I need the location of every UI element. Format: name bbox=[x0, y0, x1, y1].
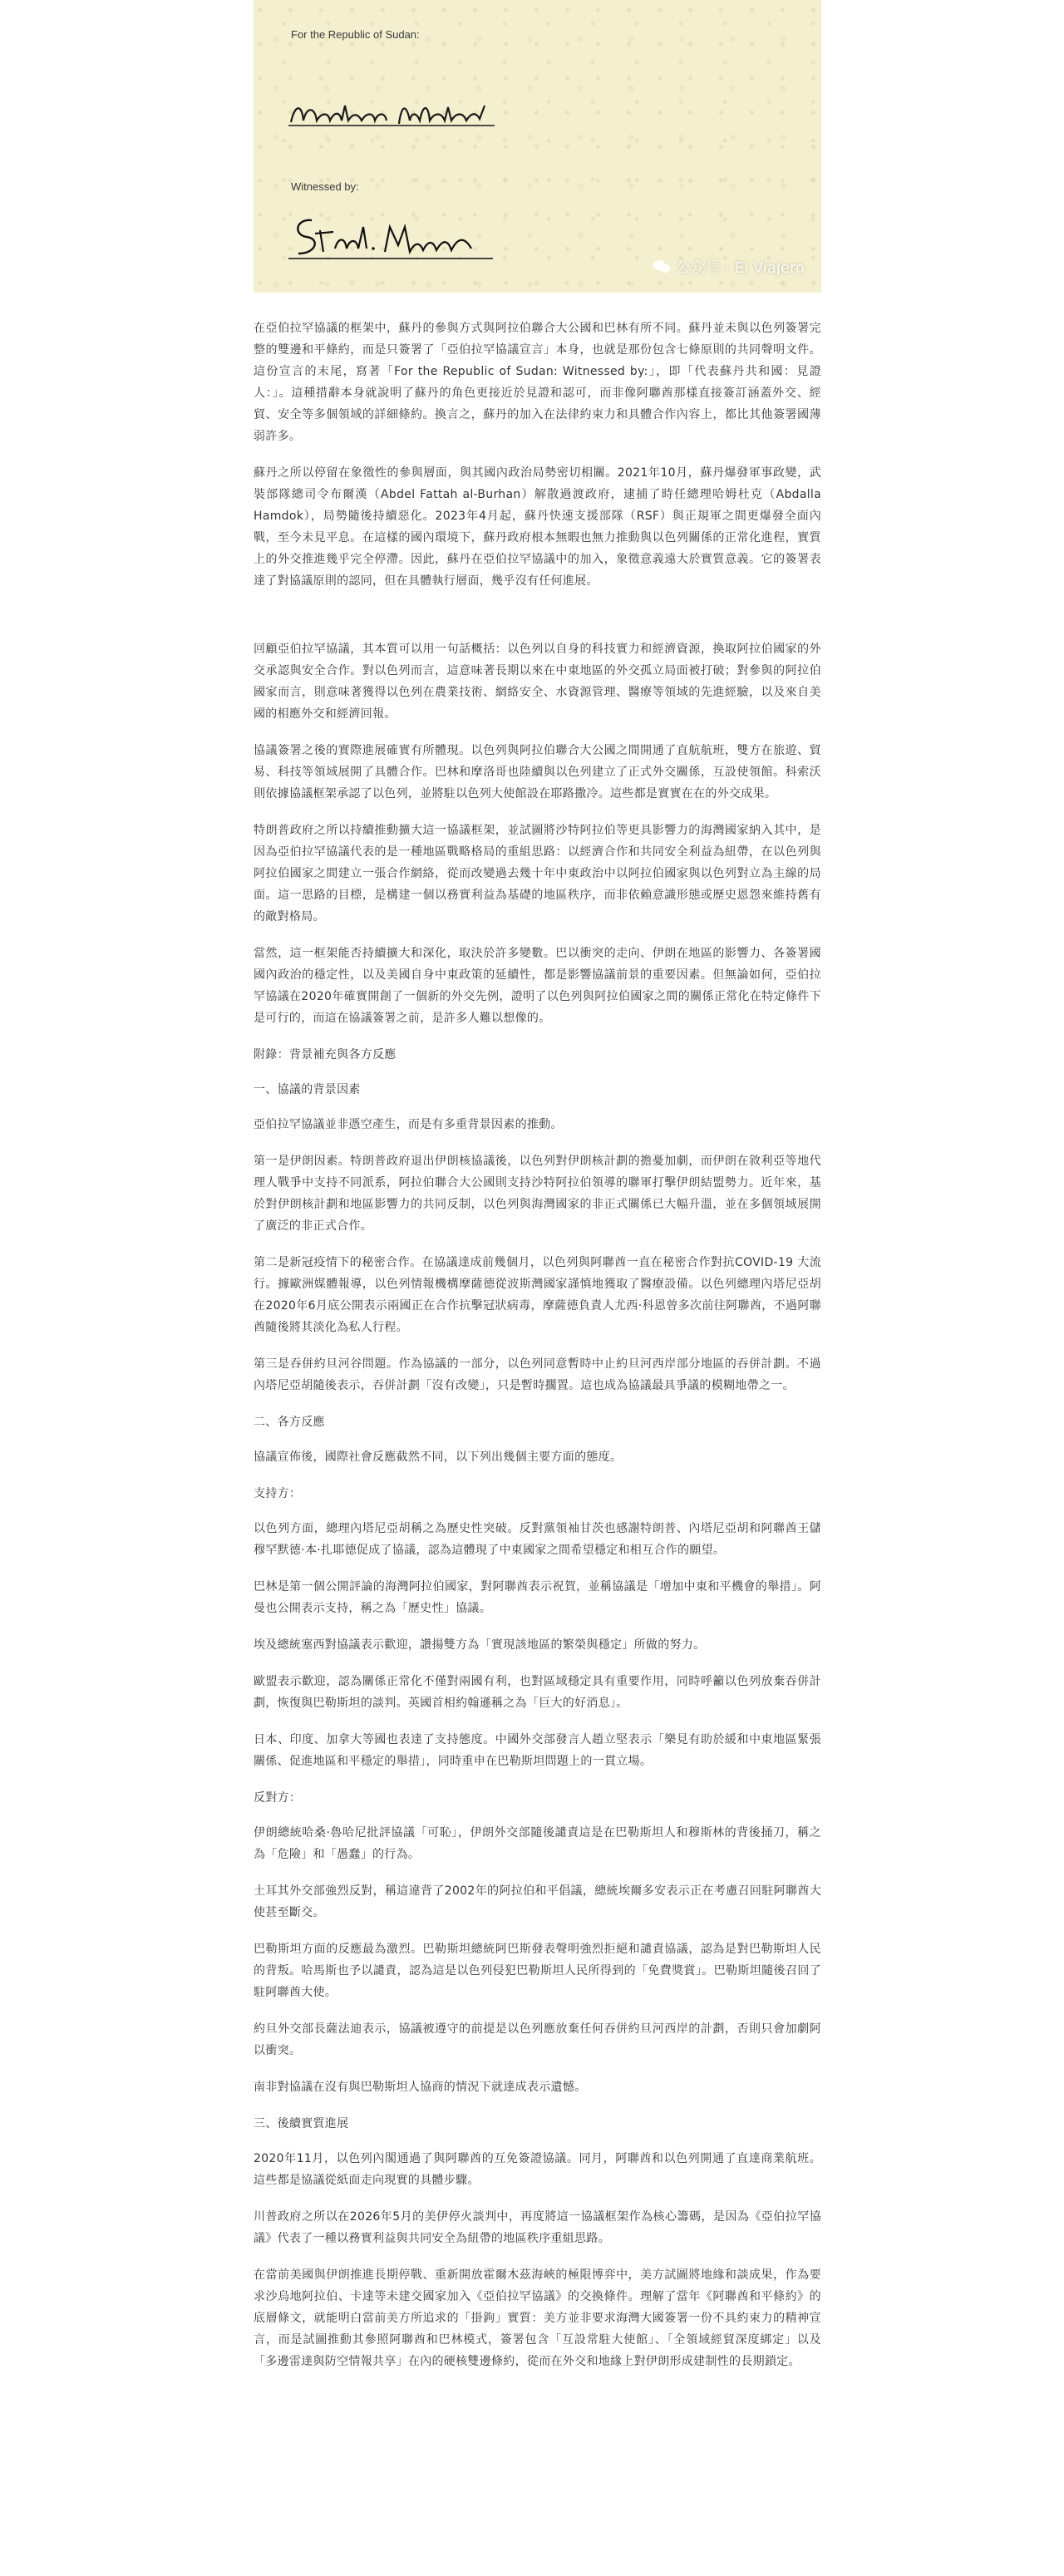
signature-2 bbox=[287, 212, 503, 270]
paragraph: 協議宣佈後，國際社會反應截然不同，以下列出幾個主要方面的態度。 bbox=[254, 1451, 623, 1464]
paragraph: 土耳其外交部強烈反對，稱這違背了2002年的阿拉伯和平倡議，總統埃爾多安表示正在考慮召回駐阿聯酋大使甚至斷交。 bbox=[254, 1884, 821, 1919]
paragraph: 以色列方面，總理內塔尼亞胡稱之為歷史性突破。反對黨領袖甘茨也感謝特朗普、內塔尼亞胡和阿聯酋王儲穆罕默德·本·扎耶德促成了協議，認為這體現了中東國家之間希望穩定和相互合作的願望。 bbox=[254, 1522, 821, 1557]
paragraph: 埃及總統塞西對協議表示歡迎，讚揚雙方為「實現該地區的繁榮與穩定」所做的努力。 bbox=[254, 1638, 706, 1652]
paragraph: 南非對協議在沒有與巴勒斯坦人協商的情況下就達成表示遺憾。 bbox=[254, 2081, 587, 2094]
paragraph: 回顧亞伯拉罕協議，其本質可以用一句話概括：以色列以自身的科技實力和經濟資源，換取阿拉伯國家的外交承認與安全合作。對以色列而言，這意味著長期以來在中東地區的外交孤立局面被打破；對參與的阿拉伯國家而言，則意味著獲得以色列在農業技術、網絡安全、水資源管理、醫療等領域的先進經驗，以及來自美國的相應外交和經濟回報。 bbox=[254, 643, 821, 721]
paragraph: 約旦外交部長薩法迪表示，協議被遵守的前提是以色列應放棄任何吞併約旦河西岸的計劃，否則只會加劇阿以衝突。 bbox=[254, 2022, 821, 2057]
paragraph: 日本、印度、加拿大等國也表達了支持態度。中國外交部發言人趙立堅表示「樂見有助於緩和中東地區緊張關係、促進地區和平穩定的舉措」，同時重申在巴勒斯坦問題上的一貫立場。 bbox=[254, 1733, 821, 1768]
paragraph: 蘇丹之所以停留在象徵性的參與層面，與其國內政治局勢密切相關。2021年10月，蘇丹爆發軍事政變，武裝部隊總司令布爾漢（Abdel Fattah al-Burhan）解散過渡政府，逮捕了時任總理哈姆杜克（Abdalla Hamdok），局勢隨後持續惡化。2023年4月起，蘇丹快速支援部隊（RSF）與正規軍之間更爆發全面內戰，至今未見平息。在這樣的國內環境下，蘇丹政府根本無暇也無力推動與以色列關係的正常化進程，實質上的外交推進幾乎完全停滯。因此，蘇丹在亞伯拉罕協議中的加入，象徵意義遠大於實質意義。它的簽署表達了對協議原則的認同，但在具體執行層面，幾乎沒有任何進展。 bbox=[254, 466, 821, 588]
section-heading: 一、協議的背景因素 bbox=[254, 1083, 361, 1096]
paragraph: 第三是吞併約旦河谷問題。作為協議的一部分，以色列同意暫時中止約旦河西岸部分地區的吞併計劃。不過內塔尼亞胡隨後表示，吞併計劃「沒有改變」，只是暫時擱置。這也成為協議最具爭議的模糊地帶之一。 bbox=[254, 1357, 821, 1392]
witnessed-by-label: Witnessed by: bbox=[291, 180, 359, 193]
paragraph: 協議簽署之後的實際進展確實有所體現。以色列與阿拉伯聯合大公國之間開通了直航航班，雙方在旅遊、貿易、科技等領域展開了具體合作。巴林和摩洛哥也陸續與以色列建立了正式外交關係，互設使領館。科索沃則依據協議框架承認了以色列，並將駐以色列大使館設在耶路撒冷。這些都是實實在在的外交成果。 bbox=[254, 744, 821, 800]
paragraph: 巴勒斯坦方面的反應最為激烈。巴勒斯坦總統阿巴斯發表聲明強烈拒絕和譴責協議，認為是對巴勒斯坦人民的背叛。哈馬斯也予以譴責，認為這是以色列侵犯巴勒斯坦人民所得到的「免費獎賞」。巴勒斯坦隨後召回了駐阿聯酋大使。 bbox=[254, 1943, 821, 1999]
signature-document-image bbox=[254, 0, 821, 293]
signature-1 bbox=[287, 87, 503, 137]
appendix-heading: 附錄：背景補充與各方反應 bbox=[254, 1048, 397, 1061]
for-republic-label: For the Republic of Sudan: bbox=[291, 28, 420, 41]
article-body bbox=[254, 318, 821, 2387]
paragraph: 伊朗總統哈桑·魯哈尼批評協議「可恥」，伊朗外交部隨後譴責這是在巴勒斯坦人和穆斯林的背後捅刀，稱之為「危險」和「愚蠢」的行為。 bbox=[254, 1826, 821, 1861]
paragraph: 第一是伊朗因素。特朗普政府退出伊朗核協議後，以色列對伊朗核計劃的擔憂加劇，而伊朗在敘利亞等地代理人戰爭中支持不同派系，阿拉伯聯合大公國則支持沙特阿拉伯領導的聯軍打擊伊朗結盟勢力。近年來，基於對伊朗核計劃和地區影響力的共同反制，以色列與海灣國家的非正式關係已大幅升溫，並在多個領域展開了廣泛的非正式合作。 bbox=[254, 1155, 821, 1233]
paragraph: 2020年11月，以色列內閣通過了與阿聯酋的互免簽證協議。同月，阿聯酋和以色列開通了直達商業航班。這些都是協議從紙面走向現實的具體步驟。 bbox=[254, 2152, 821, 2187]
section-heading: 二、各方反應 bbox=[254, 1416, 325, 1429]
paragraph: 第二是新冠疫情下的秘密合作。在協議達成前幾個月，以色列與阿聯酋一直在秘密合作對抗COVID-19 大流行。據歐洲媒體報導，以色列情報機構摩薩德從波斯灣國家謹慎地獲取了醫療設備。以色列總理內塔尼亞胡在2020年6月底公開表示兩國正在合作抗擊冠狀病毒，摩薩德負責人尤西·科恩曾多次前往阿聯酋，不過阿聯酋隨後將其淡化為私人行程。 bbox=[254, 1256, 821, 1334]
paragraph: 歐盟表示歡迎，認為關係正常化不僅對兩國有利，也對區域穩定具有重要作用，同時呼籲以色列放棄吞併計劃，恢復與巴勒斯坦的談判。英國首相約翰遜稱之為「巨大的好消息」。 bbox=[254, 1675, 821, 1710]
subsection-heading: 反對方： bbox=[254, 1791, 302, 1805]
wechat-icon bbox=[653, 259, 671, 274]
paragraph: 在當前美國與伊朗推進長期停戰、重新開放霍爾木茲海峽的極限博弈中，美方試圖將地緣和談成果，作為要求沙烏地阿拉伯、卡達等未建交國家加入《亞伯拉罕協議》的交換條件。理解了當年《阿聯酋和平條約》的底層條文，就能明白當前美方所追求的「掛鉤」實質：美方並非要求海灣大國簽署一份不具約束力的精神宣言，而是試圖推動其參照阿聯酋和巴林模式，簽署包含「互設常駐大使館」、「全領域經貿深度綁定」以及「多邊雷達與防空情報共享」在內的硬核雙邊條約，從而在外交和地緣上對伊朗形成建制性的長期鎖定。 bbox=[254, 2268, 821, 2368]
watermark-text: 公众号 · El Viajero bbox=[675, 259, 805, 277]
paragraph: 亞伯拉罕協議並非憑空產生，而是有多重背景因素的推動。 bbox=[254, 1118, 563, 1131]
paragraph: 當然，這一框架能否持續擴大和深化，取決於許多變數。巴以衝突的走向、伊朗在地區的影響力、各簽署國國內政治的穩定性，以及美國自身中東政策的延續性，都是影響協議前景的重要因素。但無論如何，亞伯拉罕協議在2020年確實開創了一個新的外交先例，證明了以色列與阿拉伯國家之間的關係正常化在特定條件下是可行的，而這在協議簽署之前，是許多人難以想像的。 bbox=[254, 947, 821, 1025]
paragraph: 川普政府之所以在2026年5月的美伊停火談判中，再度將這一協議框架作為核心籌碼，是因為《亞伯拉罕協議》代表了一種以務實利益與共同安全為紐帶的地區秩序重組思路。 bbox=[254, 2210, 821, 2245]
paragraph: 巴林是第一個公開評論的海灣阿拉伯國家，對阿聯酋表示祝賀，並稱協議是「增加中東和平機會的舉措」。阿曼也公開表示支持，稱之為「歷史性」協議。 bbox=[254, 1580, 821, 1615]
watermark bbox=[653, 256, 805, 278]
subsection-heading: 支持方： bbox=[254, 1487, 302, 1500]
paragraph: 在亞伯拉罕協議的框架中，蘇丹的參與方式與阿拉伯聯合大公國和巴林有所不同。蘇丹並未與以色列簽署完整的雙邊和平條約，而是只簽署了「亞伯拉罕協議宣言」本身，也就是那份包含七條原則的共同聲明文件。這份宣言的末尾，寫著「For the Republic of Sudan: Witnessed by:」，即「代表蘇丹共和國：見證人：」。這種措辭本身就說明了蘇丹的角色更接近於見證和認可，而非像阿聯酋那樣直接簽訂涵蓋外交、經貿、安全等多個領域的詳細條約。換言之，蘇丹的加入在法律約束力和具體合作內容上，都比其他簽署國薄弱許多。 bbox=[254, 322, 821, 443]
section-heading: 三、後續實質進展 bbox=[254, 2117, 349, 2130]
paragraph: 特朗普政府之所以持續推動擴大這一協議框架，並試圖將沙特阿拉伯等更具影響力的海灣國家納入其中，是因為亞伯拉罕協議代表的是一種地區戰略格局的重組思路：以經濟合作和共同安全利益為紐帶，在以色列與阿拉伯國家之間建立一張合作網絡，從而改變過去幾十年中東政治中以阿拉伯國家與以色列對立為主線的局面。這一思路的目標，是構建一個以務實利益為基礎的地區秩序，而非依賴意識形態或歷史恩怨來維持舊有的敵對格局。 bbox=[254, 824, 821, 924]
